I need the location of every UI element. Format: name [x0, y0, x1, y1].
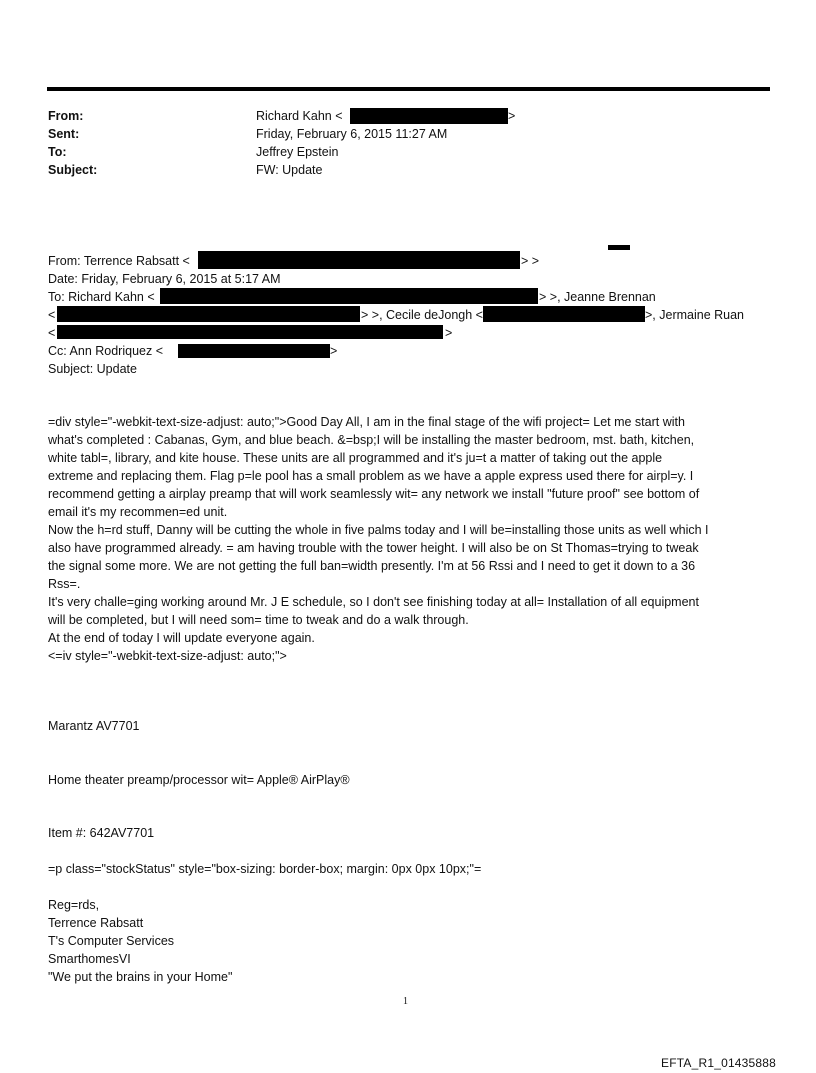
bates-number: EFTA_R1_01435888	[661, 1056, 777, 1070]
product-name: Marantz AV7701	[48, 719, 140, 733]
fwd-to2-open: <	[48, 308, 56, 322]
header-rule	[47, 87, 770, 91]
redaction	[350, 108, 508, 124]
body-line: will be completed, but I will need som= time to tweak and do a walk through.	[48, 613, 469, 627]
fwd-to-after: > >, Jeanne Brennan	[539, 290, 656, 304]
product-desc: Home theater preamp/processor wit= Apple® AirPlay®	[48, 773, 350, 787]
sent-label: Sent:	[48, 127, 80, 141]
fwd-to3-end: >	[445, 326, 453, 340]
signature-line: SmarthomesVI	[48, 952, 131, 966]
body-line: the signal some more. We are not getting the full ban=width presently. I'm at 56 Rssi and I need to get it down to a 36	[48, 559, 696, 573]
body-line: white tabl=, library, and kite house. These units are all programmed and it's ju=t a matter of taking out the apple	[48, 451, 663, 465]
redaction	[160, 288, 538, 304]
fwd-cc: Cc: Ann Rodriquez <	[48, 344, 163, 358]
redaction	[483, 306, 645, 322]
product-item: Item #: 642AV7701	[48, 826, 155, 840]
body-line: also have programmed already. = am having trouble with the tower height. I will also be on St Thomas=trying to tweak	[48, 541, 699, 555]
sent-value: Friday, February 6, 2015 11:27 AM	[256, 127, 448, 141]
body-line: extreme and replacing them. Flag p=le pool has a small problem as we have a apple express used there for airpl=y. I	[48, 469, 694, 483]
subject-value: FW: Update	[256, 163, 323, 177]
fwd-cc-close: >	[330, 344, 338, 358]
to-label: To:	[48, 145, 67, 159]
body-line: email it's my recommen=ed unit.	[48, 505, 228, 519]
to-value: Jeffrey Epstein	[256, 145, 339, 159]
from-close: >	[508, 109, 516, 123]
signature-line: Reg=rds,	[48, 898, 100, 912]
fwd-to2-mid: > >, Cecile deJongh <	[361, 308, 483, 322]
body-line: recommend getting a airplay preamp that will work seamlessly wit= any network we install "future proof" see bottom of	[48, 487, 700, 501]
from-label: From:	[48, 109, 84, 123]
fwd-from-close: > >	[521, 254, 540, 268]
fwd-to2-end: >, Jermaine Ruan	[645, 308, 745, 322]
redaction	[178, 344, 330, 358]
body-line: =div style="-webkit-text-size-adjust: auto;">Good Day All, I am in the final stage of the wifi project= Let me start with	[48, 415, 685, 429]
redaction	[608, 245, 630, 250]
fwd-to: To: Richard Kahn <	[48, 290, 155, 304]
redaction	[57, 306, 360, 322]
signature-line: Terrence Rabsatt	[48, 916, 144, 930]
redaction	[198, 251, 520, 269]
redaction	[57, 325, 443, 339]
signature-line: T's Computer Services	[48, 934, 175, 948]
body-line: Now the h=rd stuff, Danny will be cutting the whole in five palms today and I will be=installing those units as well which I	[48, 523, 709, 537]
body-line: what's completed : Cabanas, Gym, and blue beach. &=bsp;I will be installing the master bedroom, mst. bath, kitchen,	[48, 433, 695, 447]
body-line: It's very challe=ging working around Mr. J E schedule, so I don't see finishing today at all= Installation of all equipment	[48, 595, 699, 609]
body-line: Rss=.	[48, 577, 81, 591]
page-number: 1	[403, 996, 408, 1007]
fwd-from: From: Terrence Rabsatt <	[48, 254, 190, 268]
signature-line: "We put the brains in your Home"	[48, 970, 233, 984]
fwd-date: Date: Friday, February 6, 2015 at 5:17 AM	[48, 272, 281, 286]
product-stock: =p class="stockStatus" style="box-sizing: border-box; margin: 0px 0px 10px;"=	[48, 862, 482, 876]
subject-label: Subject:	[48, 163, 98, 177]
from-value: Richard Kahn <	[256, 109, 343, 123]
fwd-to3-open: <	[48, 326, 56, 340]
body-line: <=iv style="-webkit-text-size-adjust: auto;">	[48, 649, 287, 663]
fwd-subject: Subject: Update	[48, 362, 137, 376]
body-line: At the end of today I will update everyone again.	[48, 631, 315, 645]
